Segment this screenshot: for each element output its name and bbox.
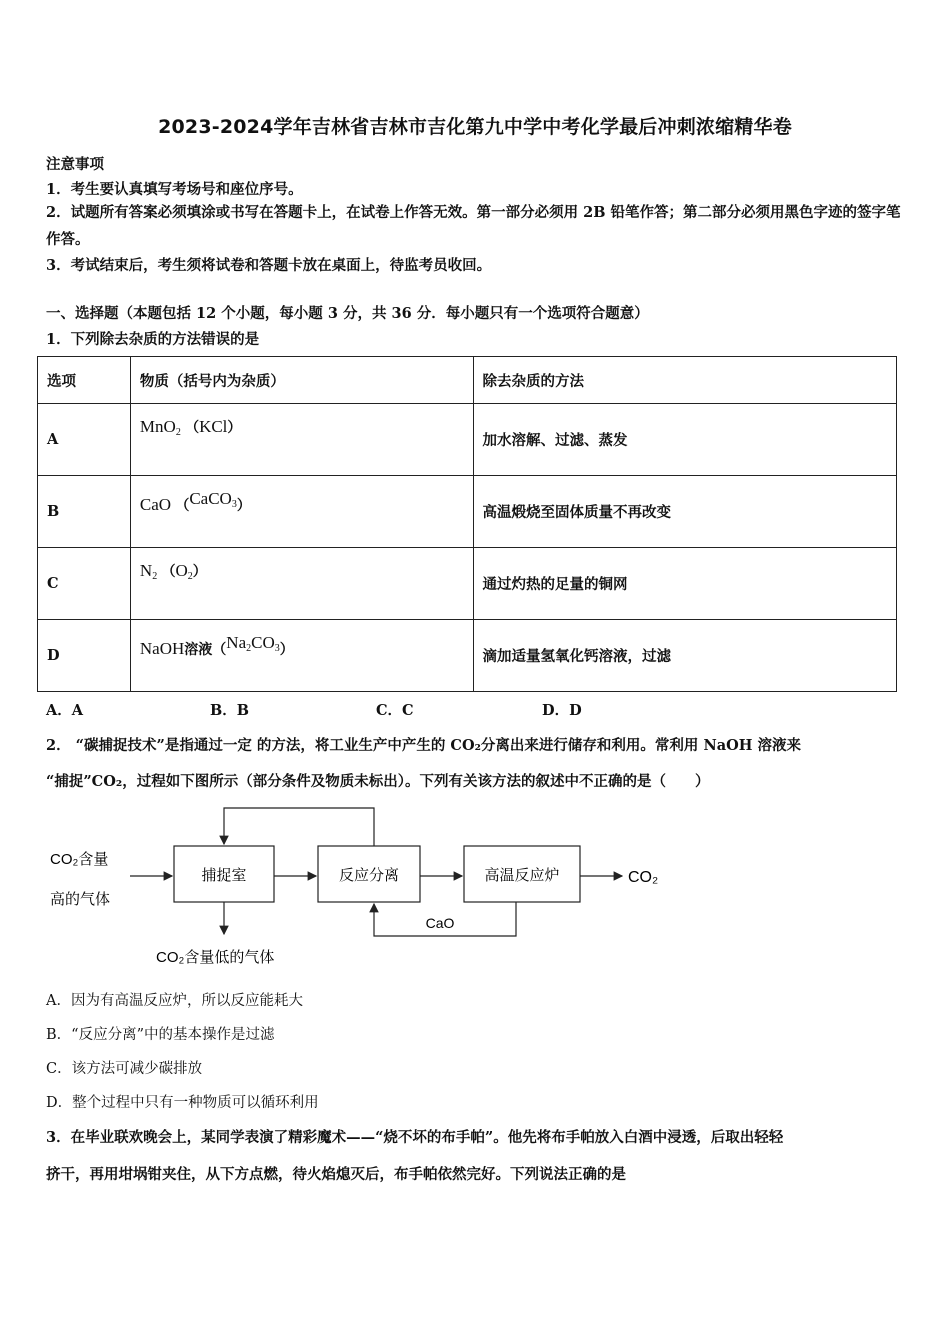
notice-item-1: 1．考生要认真填写考场号和座位序号。 bbox=[46, 181, 303, 198]
row-option: A bbox=[38, 404, 131, 476]
q2-stem-line2: “捕捉”CO₂，过程如下图所示（部分条件及物质未标出）。下列有关该方法的叙述中不正确的是（ ） bbox=[46, 773, 710, 790]
row-substance: MnO$_2$ （KCl） bbox=[130, 404, 473, 476]
row-substance: CaO （CaCO$_3$） bbox=[130, 476, 473, 548]
row-method: 高温煅烧至固体质量不再改变 bbox=[473, 476, 896, 548]
low-co2-label: CO₂含量低的气体 bbox=[156, 949, 275, 966]
impurity: KCl bbox=[199, 417, 228, 436]
impurity-subscript: 2 bbox=[187, 571, 193, 582]
row-option: C bbox=[38, 548, 131, 620]
output-label: CO₂ bbox=[628, 869, 659, 886]
row-method: 滴加适量氢氧化钙溶液，过滤 bbox=[473, 620, 896, 692]
section-heading: 一、选择题（本题包括 12 个小题，每小题 3 分，共 36 分．每小题只有一个选项符合题意） bbox=[46, 305, 649, 322]
choice-d[interactable]: D．D bbox=[542, 702, 582, 719]
q2-choice-c[interactable]: C．该方法可减少碳排放 bbox=[46, 1061, 203, 1077]
main-substance: NaOH bbox=[139, 639, 185, 658]
exam-title: 2023-2024学年吉林省吉林市吉化第九中学中考化学最后冲刺浓缩精华卷 bbox=[158, 116, 792, 138]
table-header-row bbox=[38, 357, 897, 404]
table-row bbox=[38, 620, 897, 692]
co2-capture-flow-diagram bbox=[40, 800, 700, 980]
row-option: B bbox=[38, 476, 131, 548]
q2-stem-line1: 2． “碳捕捉技术”是指通过一定 的方法，将工业生产中产生的 CO₂分离出来进行储存和利用。常利用 NaOH 溶液来 bbox=[46, 737, 802, 754]
input-label-line1: CO₂含量 bbox=[50, 851, 109, 868]
capture-chamber-label: 捕捉室 bbox=[201, 867, 247, 884]
choice-b[interactable]: B．B bbox=[210, 702, 250, 719]
furnace-label: 高温反应炉 bbox=[484, 867, 560, 884]
notice-item-3: 3．考试结束后，考生须将试卷和答题卡放在桌面上，待监考员收回。 bbox=[46, 257, 492, 274]
table-row bbox=[38, 404, 897, 476]
header-option: 选项 bbox=[38, 357, 131, 404]
impurity: CaCO bbox=[189, 489, 232, 508]
impurity-subscript: 3 bbox=[231, 499, 237, 510]
row-option: D bbox=[38, 620, 131, 692]
main-subscript: 2 bbox=[175, 427, 181, 438]
main-substance: MnO bbox=[139, 417, 176, 436]
row-method: 通过灼热的足量的铜网 bbox=[473, 548, 896, 620]
q1-table bbox=[37, 356, 897, 692]
q2-choice-b[interactable]: B．“反应分离”中的基本操作是过滤 bbox=[46, 1027, 275, 1043]
feedback-arrow-top bbox=[224, 808, 374, 846]
reaction-separation-label: 反应分离 bbox=[338, 867, 400, 884]
main-substance: N bbox=[139, 561, 153, 580]
row-method: 加水溶解、过滤、蒸发 bbox=[473, 404, 896, 476]
header-method: 除去杂质的方法 bbox=[473, 357, 896, 404]
q2-choice-a[interactable]: A．因为有高温反应炉，所以反应能耗大 bbox=[46, 993, 303, 1009]
q3-stem-line2: 挤干，再用坩埚钳夹住，从下方点燃，待火焰熄灭后，布手帕依然完好。下列说法正确的是 bbox=[46, 1166, 626, 1183]
header-substance: 物质（括号内为杂质） bbox=[130, 357, 473, 404]
choice-c[interactable]: C．C bbox=[376, 702, 414, 719]
impurity-tail-subscript: 3 bbox=[274, 643, 280, 654]
notice-heading: 注意事项 bbox=[46, 156, 104, 173]
q3-stem-line1: 3．在毕业联欢晚会上，某同学表演了精彩魔术——“烧不坏的布手帕”。他先将布手帕放入白酒中浸透，后取出轻轻 bbox=[46, 1129, 784, 1146]
solution-label: 溶液 bbox=[184, 643, 213, 658]
impurity: Na bbox=[226, 633, 247, 652]
row-substance: $N_2$ $(O_2)$ bbox=[130, 548, 473, 620]
main-subscript: 2 bbox=[152, 571, 158, 582]
input-label-line2: 高的气体 bbox=[50, 891, 111, 908]
impurity-tail: CO bbox=[251, 633, 275, 652]
main-substance: CaO bbox=[139, 495, 172, 514]
impurity-subscript: 2 bbox=[246, 643, 252, 654]
impurity: O bbox=[175, 561, 188, 580]
choice-a[interactable]: A．A bbox=[46, 702, 84, 719]
table-row bbox=[38, 476, 897, 548]
cao-label: CaO bbox=[425, 915, 455, 931]
notice-item-2: 2．试题所有答案必须填涂或书写在答题卡上，在试卷上作答无效。第一部分必须用 2B 铅笔作答；第二部分必须用黑色字迹的签字笔作答。 bbox=[46, 204, 901, 248]
row-substance: NaOH溶液$(Na_2CO_3)$ bbox=[130, 620, 473, 692]
q1-stem: 1．下列除去杂质的方法错误的是 bbox=[46, 331, 260, 348]
table-row bbox=[38, 548, 897, 620]
q2-choice-d[interactable]: D．整个过程中只有一种物质可以循环利用 bbox=[46, 1095, 319, 1111]
